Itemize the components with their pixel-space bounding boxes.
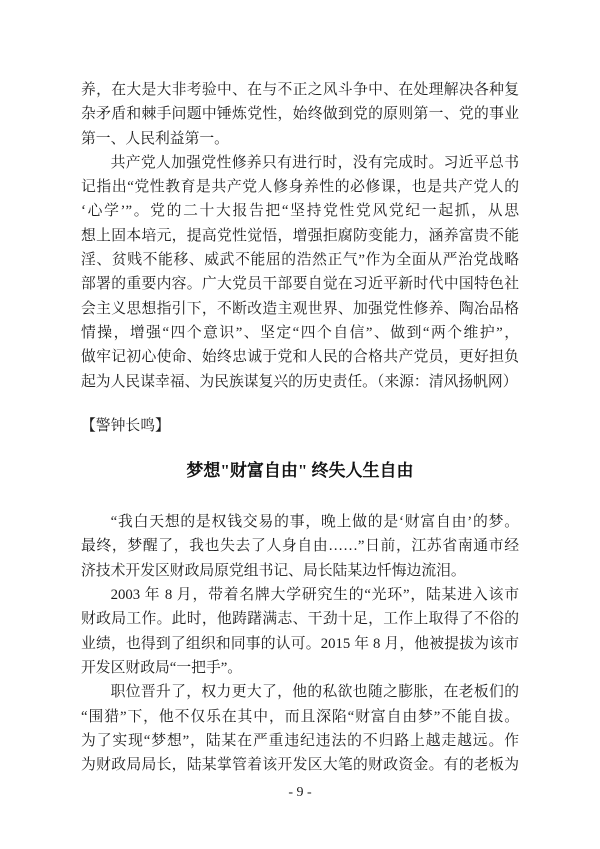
paragraph-party-spirit xyxy=(81,151,519,394)
text-line: 业绩，也得到了组织和同事的认可。2015 年 8 月，他被提拔为该市 xyxy=(81,635,519,652)
text-line: 财政局工作。此时，他踌躇满志、干劲十足，工作上取得了不俗的 xyxy=(81,611,519,628)
text-line: 最终，梦醒了，我也失去了人身自由……”日前，江苏省南通市经 xyxy=(81,538,519,555)
text-line: ‘心学’”。党的二十大报告把“坚持党性党风党纪一起抓，从思 xyxy=(81,203,519,220)
text-line: 济技术开发区财政局原党组书记、局长陆某边忏悔边流泪。 xyxy=(81,562,466,579)
page-number: - 9 - xyxy=(288,785,312,801)
text-line: “我白天想的是权钱交易的事，晚上做的是‘财富自由’的梦。 xyxy=(110,514,519,531)
text-line: 开发区财政局“一把手”。 xyxy=(81,659,243,676)
section-label: 【警钟长鸣】 xyxy=(81,417,170,434)
article-paragraph-3 xyxy=(81,680,519,777)
article-paragraph-1 xyxy=(81,510,519,583)
text-line: 会主义思想指引下，不断改造主观世界、加强党性修养、陶冶品格 xyxy=(81,300,519,317)
text-line: 做牢记初心使命、始终忠诚于党和人民的合格共产党员，更好担负 xyxy=(81,349,519,366)
article-title: 梦想"财富自由" 终失人生自由 xyxy=(186,461,414,481)
text-line: 部署的重要内容。广大党员干部要自觉在习近平新时代中国特色社 xyxy=(81,276,519,293)
text-line: 为了实现“梦想”，陆某在严重违纪违法的不归路上越走越远。作 xyxy=(81,732,519,749)
text-line: 2003 年 8 月，带着名牌大学研究生的“光环”，陆某进入该市 xyxy=(110,587,519,604)
text-line: 职位晋升了，权力更大了，他的私欲也随之膨胀，在老板们的 xyxy=(110,684,519,701)
text-line: 想上固本培元，提高党性觉悟，增强拒腐防变能力，涵养富贵不能 xyxy=(81,227,519,244)
paragraph-carryover xyxy=(81,78,519,151)
text-line: 为财政局局长，陆某掌管着该开发区大笔的财政资金。有的老板为 xyxy=(81,757,519,774)
text-line: 共产党人加强党性修养只有进行时，没有完成时。习近平总书 xyxy=(110,154,519,171)
text-line: 记指出“党性教育是共产党人修身养性的必修课，也是共产党人的 xyxy=(81,179,519,196)
text-line: 杂矛盾和棘手问题中锤炼党性，始终做到党的原则第一、党的事业 xyxy=(81,106,519,123)
text-line: 养，在大是大非考验中、在与不正之风斗争中、在处理解决各种复 xyxy=(81,82,519,98)
text-line: 情操，增强“四个意识”、坚定“四个自信”、做到“两个维护”， xyxy=(81,324,519,341)
text-line: 淫、贫贱不能移、威武不能屈的浩然正气”作为全面从严治党战略 xyxy=(81,252,519,269)
text-line: 起为人民谋幸福、为民族谋复兴的历史责任。（来源：清风扬帆网） xyxy=(81,373,518,390)
text-line: 第一、人民利益第一。 xyxy=(81,130,229,147)
article-paragraph-2 xyxy=(81,583,519,680)
text-line: “围猎”下，他不仅乐在其中，而且深陷“财富自由梦”不能自拔。 xyxy=(81,708,519,725)
